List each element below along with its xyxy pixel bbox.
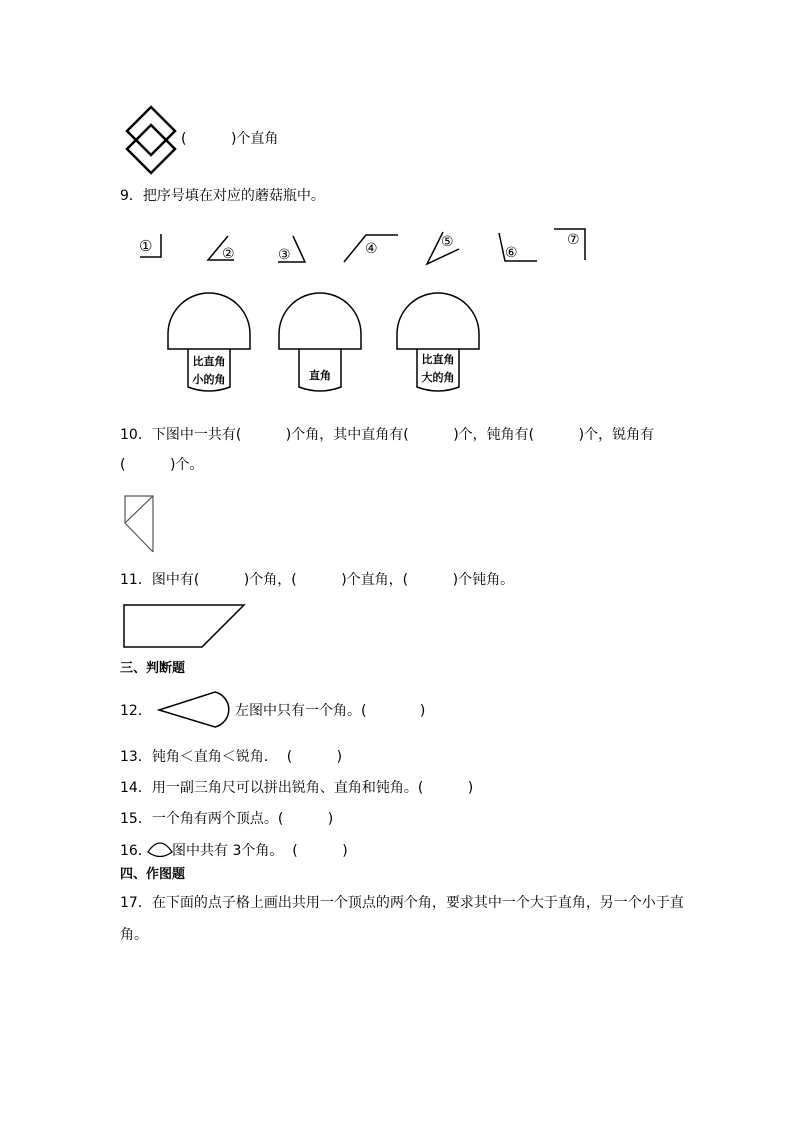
angle-figures-row [130,226,600,271]
angle-label-4: ④ [365,241,378,257]
q12-number: 12． [120,703,152,719]
q16-text: 图中共有 3个角。 ( ) [172,843,348,859]
mushroom-1-line1: 比直角 [192,355,226,368]
mushroom-jar-small-angle [166,292,252,394]
q13-text: 13．钝角＜直角＜锐角． ( ) [120,749,343,765]
mushroom-3-line1: 比直角 [421,353,455,366]
fan-shape-figure [156,689,230,729]
q10-line2: ( )个。 [120,457,204,473]
angle-label-6: ⑥ [505,245,518,261]
q11-text: 11．图中有( )个角，( )个直角，( )个钝角。 [120,572,515,588]
mushroom-jar-large-angle [395,292,481,394]
q10-angle-figure [122,493,156,555]
angle-label-2: ② [222,246,235,262]
q17-line1: 17．在下面的点子格上画出共用一个顶点的两个角，要求其中一个大于直角，另一个小于直 [120,895,684,911]
angle-label-3: ③ [278,247,291,263]
q10-line1: 10．下图中一共有( )个角，其中直角有( )个，钝角有( )个，锐角有 [120,427,655,443]
q12-text: 左图中只有一个角。( ) [235,703,426,719]
section-4-heading: 四、作图题 [120,867,186,882]
q14-text: 14．用一副三角尺可以拼出锐角、直角和钝角。( ) [120,780,474,796]
angle-label-1: ① [139,237,153,255]
angle-label-5: ⑤ [441,234,454,250]
q17-line2: 角。 [120,927,148,943]
mushroom-3-line2: 大的角 [421,371,455,384]
q15-text: 15．一个角有两个顶点。( ) [120,811,334,827]
q16-number: 16． [120,843,152,859]
section-3-heading: 三、判断题 [120,661,186,676]
mushroom-1-line2: 小的角 [192,373,226,386]
q8-text: ( )个直角 [181,131,279,147]
overlapping-diamonds-figure [124,105,184,177]
q16-shape-figure [146,841,174,861]
mushroom-jar-right-angle [277,292,363,394]
trapezoid-figure [122,603,248,649]
q9-text: 9．把序号填在对应的蘑菇瓶中。 [120,188,325,204]
mushroom-2-line1: 直角 [309,369,331,382]
angle-label-7: ⑦ [567,232,580,248]
